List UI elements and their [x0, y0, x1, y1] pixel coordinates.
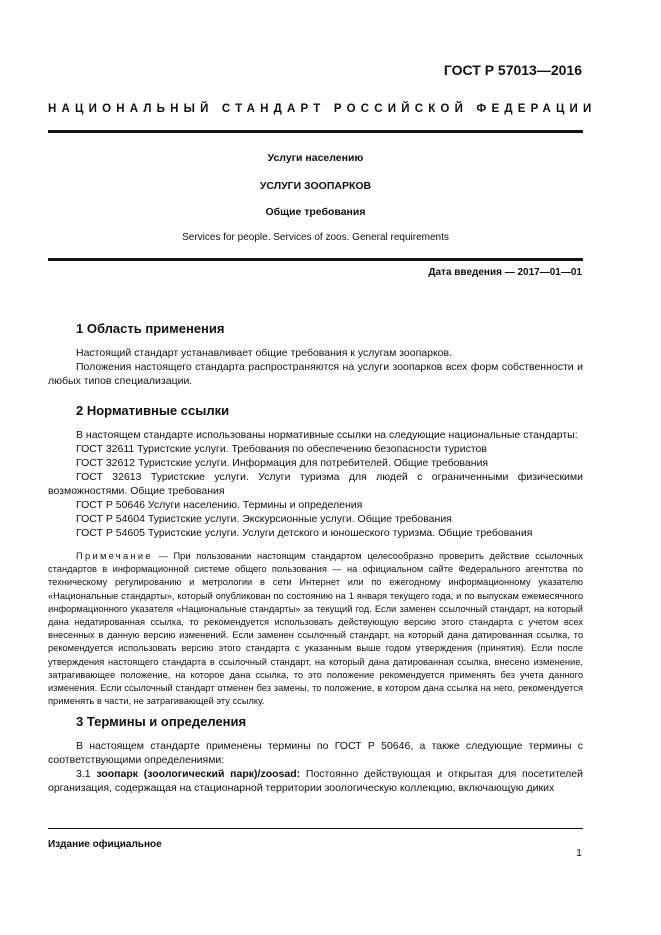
note-text: — При пользовании настоящим стандартом целесообразно проверить действие ссылочных стандартов в информационной системе общего пользования — на официальном сайте Федерального агентства по техническому регулированию и метрологии в сети Интернет или по ежегодному информационному указателю «Национальные стандарты», который опубликован по состоянию на 1 января текущего года, и по выпускам ежемесячного информационного указателя «Национальные стандарты» за текущий год. Если заменен ссылочный стандарт, на который дана недатированная ссылка, то рекомендуется использовать действующую версию этого стандарта с учетом всех внесенных в данную версию изменений. Если заменен ссылочный стандарт, на который дана датированная ссылка, то рекомендуется использовать версию этого стандарта с указанным выше годом утверждения (принятия). Если после утверждения настоящего стандарта в ссылочный стандарт, на который дана датированная ссылка, внесено изменение, затрагивающее положение, на которое дана ссылка, то это положение рекомендуется применять без учета данного изменения. Если ссылочный стандарт отменен без замены, то положение, в котором дана ссылка на него, рекомендуется применять в части, не затрагивающей эту ссылку. — [48, 551, 583, 707]
page-number: 1 — [576, 847, 582, 859]
term-name: зоопарк (зоологический парк)/zoosad: — [96, 768, 301, 780]
section-3-intro: В настоящем стандарте применены термины по ГОСТ Р 50646, а также следующие термины с соответствующими определениями: — [48, 740, 583, 766]
section-1-body — [48, 346, 583, 388]
section-1-para-2: Положения настоящего стандарта распространяются на услуги зоопарков всех форм собственности и любых типов специализации. — [48, 361, 583, 387]
section-3-body — [48, 739, 583, 795]
title-sub: Общие требования — [265, 206, 366, 218]
edition-label: Издание официальное — [48, 839, 162, 850]
intro-date: Дата введения — 2017—01—01 — [428, 267, 582, 278]
section-2-heading: 2 Нормативные ссылки — [76, 403, 230, 418]
term-3-1 — [48, 767, 583, 795]
ref-item: ГОСТ 32613 Туристские услуги. Услуги туризма для людей с ограниченными физическими возможностями. Общие требования — [48, 471, 583, 497]
national-standard-banner: НАЦИОНАЛЬНЫЙ СТАНДАРТ РОССИЙСКОЙ ФЕДЕРАЦИИ — [48, 103, 597, 115]
title-english: Services for people. Services of zoos. General requirements — [182, 232, 449, 243]
section-1-heading: 1 Область применения — [76, 321, 225, 336]
ref-item: ГОСТ 32611 Туристские услуги. Требования по обеспечению безопасности туристов — [76, 443, 487, 455]
title-bottom-rule — [48, 258, 583, 261]
ref-item: ГОСТ Р 54604 Туристские услуги. Экскурсионные услуги. Общие требования — [76, 513, 452, 525]
title-group: Услуги населению — [267, 152, 364, 164]
term-definition: Постоянно действующая и открытая для посетителей организация, содержащая на стационарной территории зоологическую коллекцию, включающую диких — [48, 768, 584, 794]
top-rule — [48, 130, 583, 133]
footer-rule — [48, 828, 583, 829]
term-number: 3.1 — [76, 768, 97, 780]
ref-item: ГОСТ 32612 Туристские услуги. Информация для потребителей. Общие требования — [76, 457, 489, 469]
ref-item: ГОСТ Р 54605 Туристские услуги. Услуги детского и юношеского туризма. Общие требования — [76, 527, 533, 539]
section-1-para-1: Настоящий стандарт устанавливает общие требования к услугам зоопарков. — [76, 347, 452, 359]
ref-item: ГОСТ Р 50646 Услуги населению. Термины и определения — [76, 499, 363, 511]
title-main: УСЛУГИ ЗООПАРКОВ — [259, 180, 372, 192]
gost-number: ГОСТ Р 57013—2016 — [443, 62, 582, 78]
section-2-intro: В настоящем стандарте использованы нормативные ссылки на следующие национальные стандарты: — [76, 429, 578, 441]
note-block — [48, 550, 583, 708]
note-label: Примечание — [76, 551, 153, 561]
section-2-body — [48, 428, 583, 540]
section-3-heading: 3 Термины и определения — [76, 714, 247, 729]
note-paragraph — [48, 550, 583, 708]
